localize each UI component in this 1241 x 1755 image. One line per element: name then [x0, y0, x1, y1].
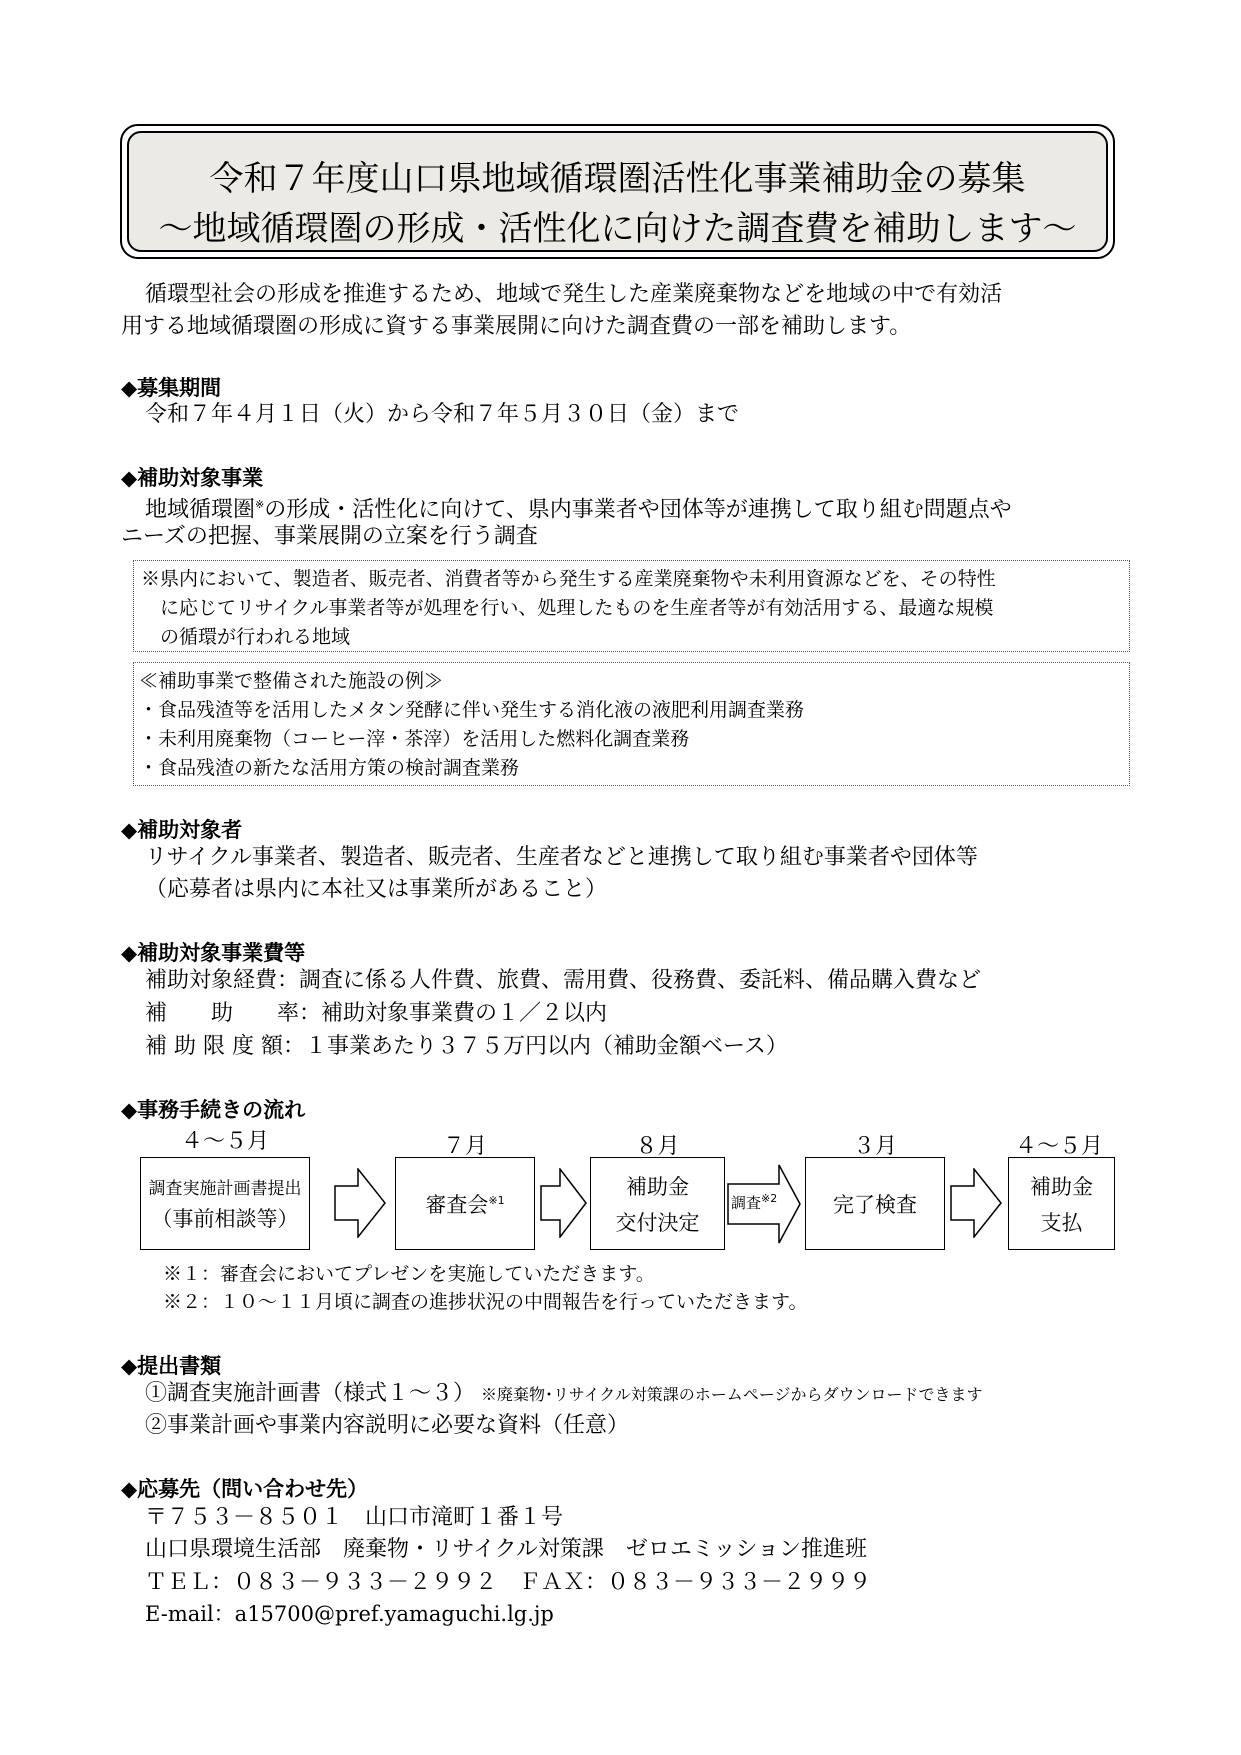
flow-arrow-1 [334, 1168, 386, 1238]
flow-survey-text: 調査 [731, 1194, 762, 1212]
document-item-1-text: ①調査実施計画書（様式１～３） [145, 1381, 476, 1406]
footnote-line-3: の循環が行われる地域 [160, 626, 351, 648]
target-project-footnote-mark: ※ [255, 498, 265, 511]
title-box-inner [127, 131, 1108, 252]
target-project-line-2: ニーズの把握、事業展開の立案を行う調査 [121, 524, 538, 549]
document-item-1-note: ※廃棄物･リサイクル対策課のホームページからダウンロードできます [481, 1385, 983, 1404]
example-item-1: ・食品残渣等を活用したメタン発酵に伴い発生する消化液の液肥利用調査業務 [139, 699, 805, 721]
document-item-1 [145, 1377, 982, 1412]
costs-heading: ◆補助対象事業費等 [121, 941, 306, 965]
flow-arrow-3 [950, 1168, 1002, 1238]
flow-month-3: ８月 [635, 1134, 680, 1159]
footnote-box [133, 560, 1130, 652]
flow-step-inspection [805, 1157, 945, 1250]
target-project-heading: ◆補助対象事業 [121, 466, 264, 490]
flow-month-1: ４～５月 [180, 1129, 269, 1154]
flow-step-payment-line-1: 補助金 [1030, 1174, 1093, 1199]
example-item-3: ・食品残渣の新たな活用方策の検討調査業務 [139, 757, 520, 779]
footnote-line-2: に応じてリサイクル事業者等が処理を行い、処理したものを生産者等が有効活用する、最適な規模 [160, 597, 994, 619]
intro-line-2: 用する地域循環圏の形成に資する事業展開に向けた調査費の一部を補助します。 [121, 314, 912, 339]
flow-step-inspection-label: 完了検査 [833, 1192, 917, 1217]
flow-step-decision-line-1: 補助金 [626, 1174, 689, 1199]
flow-step-decision-line-2: 交付決定 [615, 1210, 700, 1235]
costs-line-3: 補 助 限 度 額：１事業あたり３７５万円以内（補助金額ベース） [145, 1034, 788, 1059]
flow-survey-sup: ※2 [761, 1192, 778, 1205]
document-item-2: ②事業計画や事業内容説明に必要な資料（任意） [145, 1413, 630, 1438]
flow-survey-label [731, 1192, 777, 1213]
intro-line-1: 循環型社会の形成を推進するため、地域で発生した産業廃棄物などを地域の中で有効活 [145, 282, 1003, 307]
example-item-2: ・未利用廃棄物（コーヒー滓・茶滓）を活用した燃料化調査業務 [139, 728, 690, 750]
flow-step-decision [590, 1157, 725, 1250]
contact-department: 山口県環境生活部 廃棄物・リサイクル対策課 ゼロエミッション推進班 [145, 1537, 868, 1562]
contact-heading: ◆応募先（問い合わせ先） [121, 1477, 369, 1501]
costs-line-1: 補助対象経費：調査に係る人件費、旅費、需用費、役務費、委託料、備品購入費など [145, 968, 982, 993]
flow-month-5: ４～５月 [1014, 1134, 1103, 1159]
period-text: 令和７年４月１日（火）から令和７年５月３０日（金）まで [145, 402, 740, 427]
flow-month-2: ７月 [442, 1134, 487, 1159]
costs-line-2: 補 助 率：補助対象事業費の１／２以内 [145, 1001, 608, 1026]
page-title: 令和７年度山口県地域循環圏活性化事業補助金の募集 [209, 159, 1026, 199]
page-subtitle: ～地域循環圏の形成・活性化に向けた調査費を補助します～ [158, 209, 1077, 249]
target-project-line-1b: の形成・活性化に向けて、県内事業者や団体等が連携して取り組む問題点や [264, 497, 1012, 523]
contact-address: 〒７５３－８５０１ 山口市滝町１番１号 [145, 1505, 564, 1530]
flow-step-plan [140, 1157, 310, 1250]
contact-email[interactable]: E-mail：a15700@pref.yamaguchi.lg.jp [145, 1602, 554, 1626]
flow-note-2: ※２：１０～１１月頃に調査の進捗状況の中間報告を行っていただきます。 [163, 1291, 808, 1313]
period-heading: ◆募集期間 [121, 376, 222, 400]
flow-step-review-label [425, 1189, 504, 1219]
flow-note-1: ※１：審査会においてプレゼンを実施していただきます。 [163, 1263, 655, 1285]
flow-step-review [395, 1157, 535, 1250]
flow-step-payment [1008, 1157, 1115, 1250]
target-person-line-2: （応募者は県内に本社又は事業所があること） [145, 877, 608, 902]
flow-heading: ◆事務手続きの流れ [121, 1098, 306, 1122]
flow-month-4: ３月 [852, 1134, 897, 1159]
target-project-line-1a: 地域循環圏 [145, 497, 256, 523]
flow-step-review-sup: ※1 [488, 1193, 505, 1207]
examples-box [133, 662, 1130, 786]
documents-heading: ◆提出書類 [121, 1354, 222, 1378]
target-person-heading: ◆補助対象者 [121, 818, 243, 842]
contact-phone-fax: ＴＥＬ：０８３－９３３－２９９２ ＦＡＸ：０８３－９３３－２９９９ [145, 1570, 872, 1595]
flow-step-plan-line-2: （事前相談等） [151, 1207, 299, 1231]
title-box [120, 124, 1115, 259]
examples-title: ≪補助事業で整備された施設の例≫ [139, 670, 444, 692]
flow-step-review-text: 審査会 [425, 1192, 489, 1217]
flow-step-payment-line-2: 支払 [1040, 1210, 1083, 1235]
flow-arrow-2 [540, 1168, 587, 1238]
target-person-line-1: リサイクル事業者、製造者、販売者、生産者などと連携して取り組む事業者や団体等 [145, 845, 978, 870]
flow-step-plan-line-1: 調査実施計画書提出 [148, 1179, 302, 1199]
footnote-line-1: ※県内において、製造者、販売者、消費者等から発生する産業廃棄物や未利用資源などを、その特性 [141, 568, 996, 590]
